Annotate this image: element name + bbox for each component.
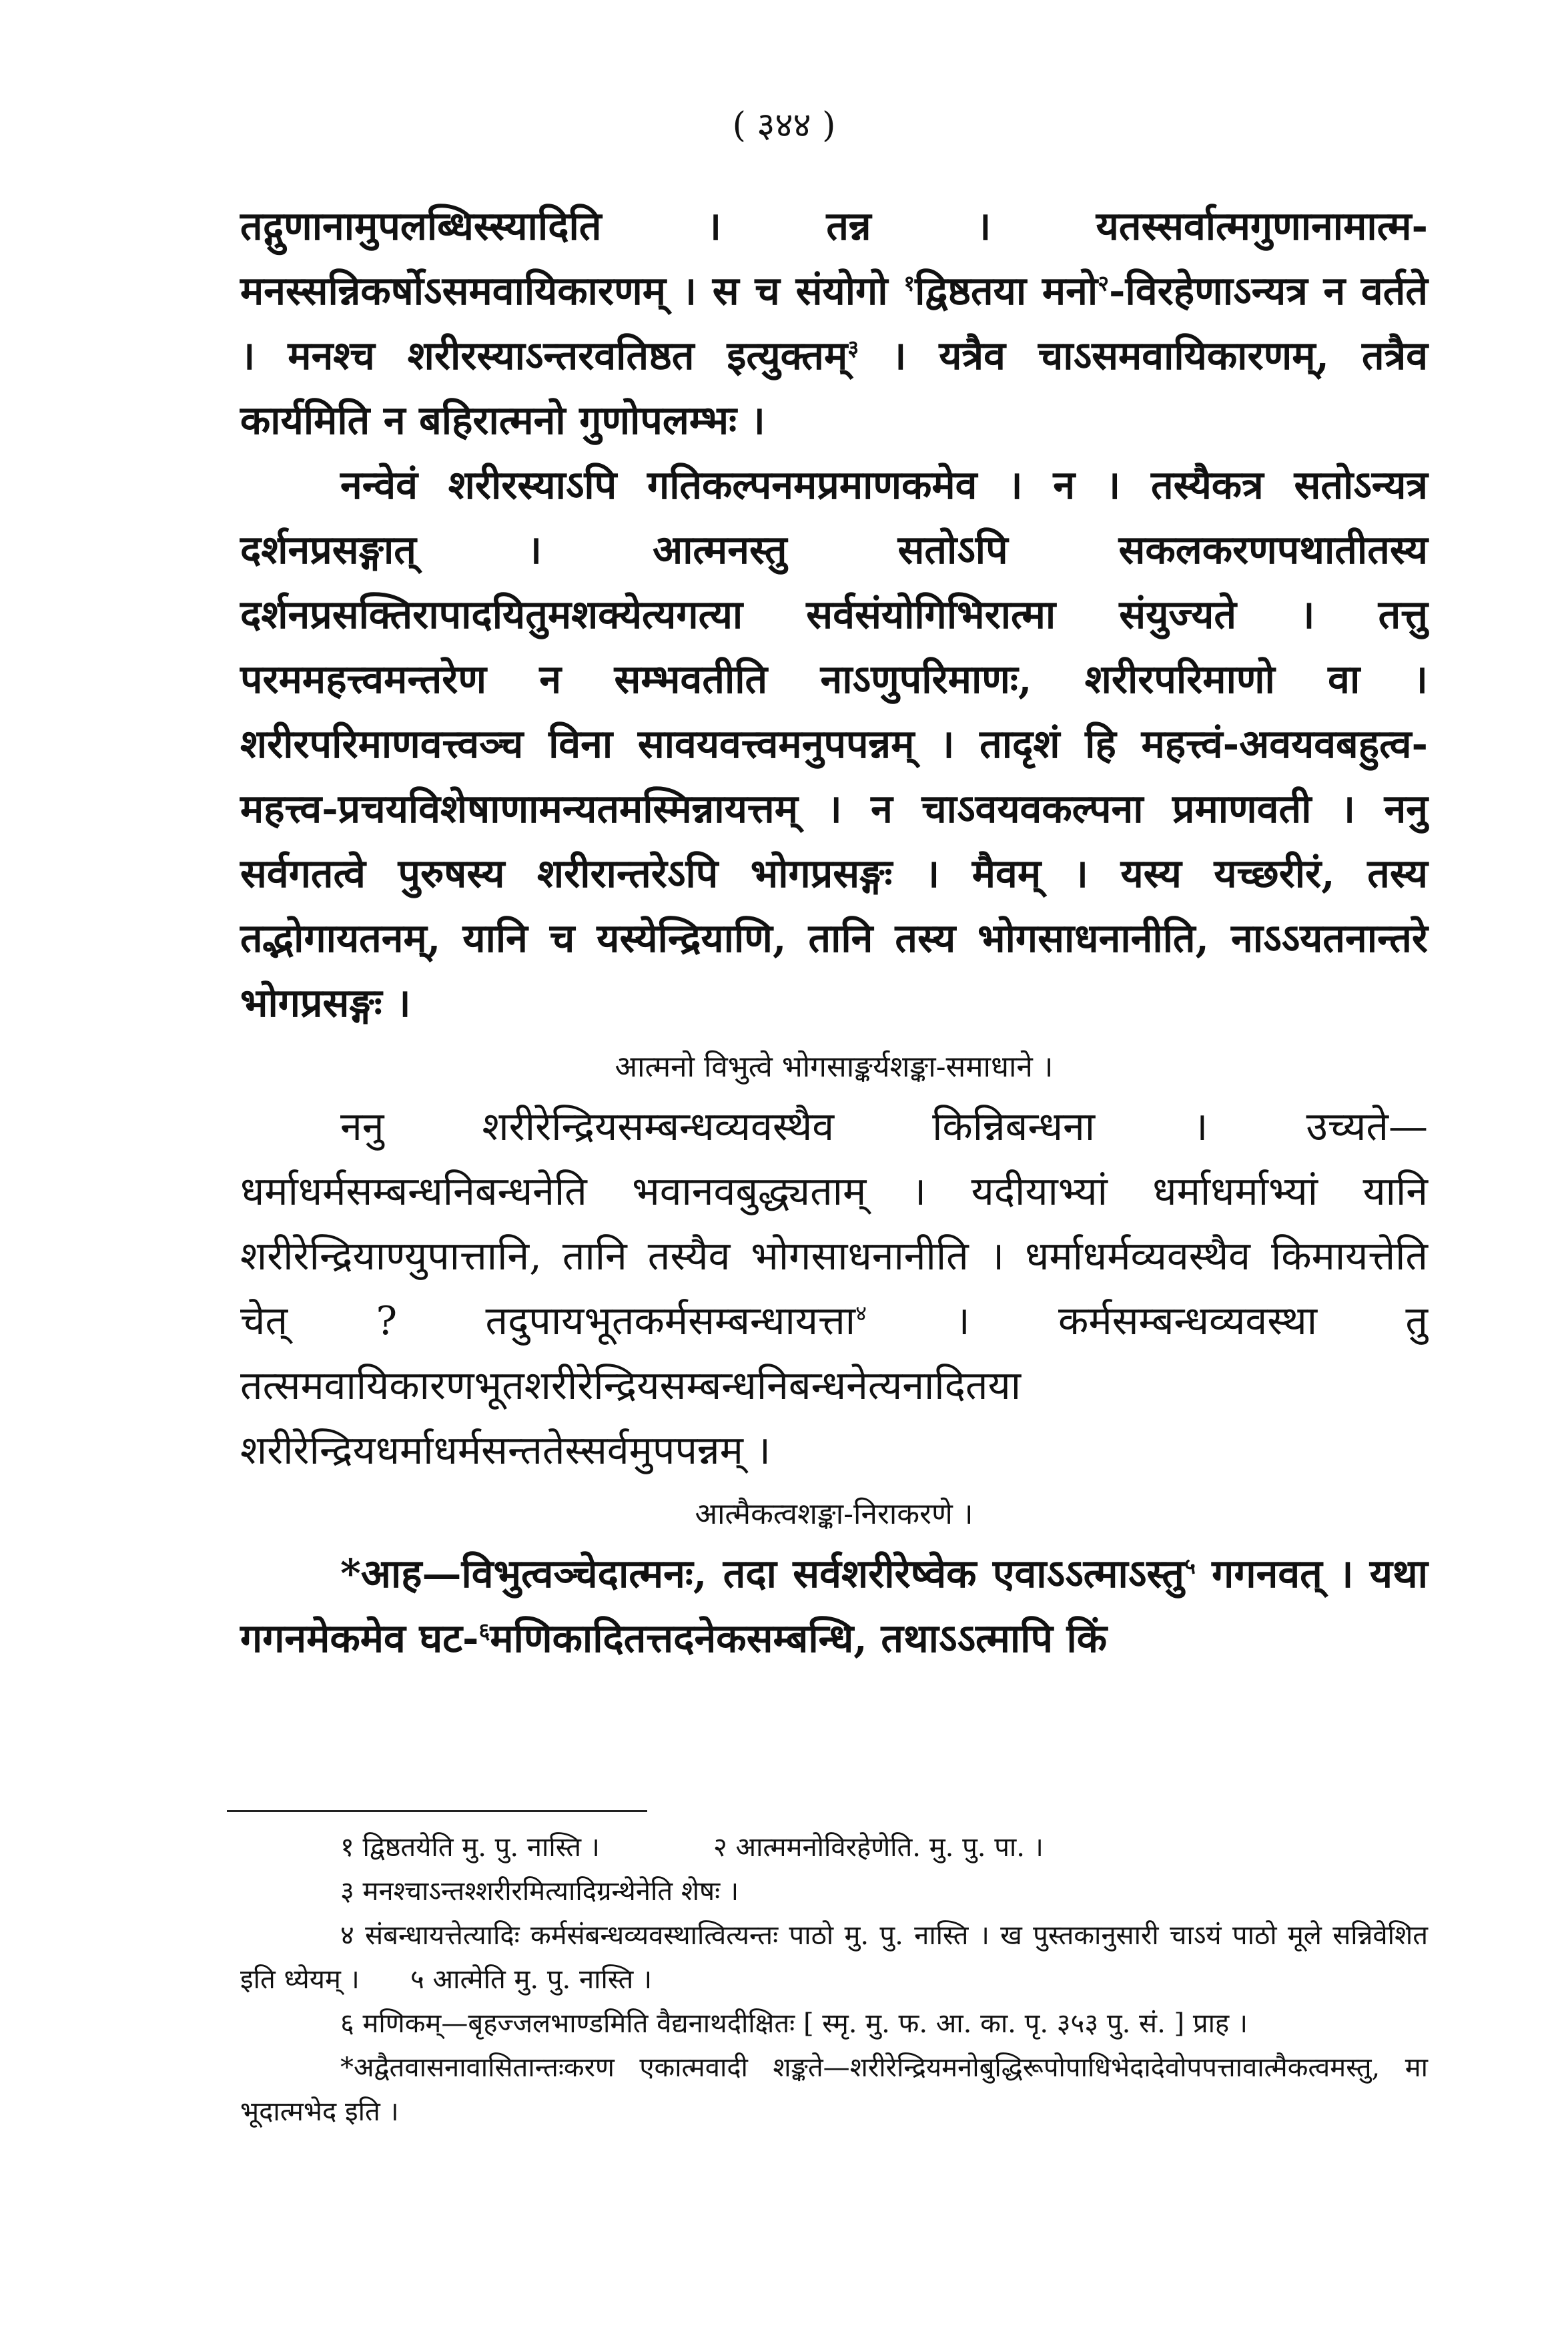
paragraph-4 (240, 1541, 1428, 1671)
paragraph-3 (240, 1094, 1428, 1482)
footnote-ref-6: ६ (478, 1618, 490, 1644)
footnote-2: २ आत्ममनोविरहेणेति. मु. पु. पा. । (713, 1832, 1044, 1863)
section-heading-2: आत्मैकत्वशङ्का-निराकरणे । (695, 1497, 973, 1531)
footnote-divider (227, 1810, 647, 1812)
footnote-star: *अद्वैतवासनावासितान्तःकरण एकात्मवादी शङ्कते—शरीरेन्द्रियमनोबुद्धिरूपोपाधिभेदादेवोपपत्तावात्मैकत्वमस्तु, मा भूदात्मभेद इति । (240, 2052, 1428, 2127)
footnotes (240, 1825, 1428, 2134)
footnote-ref-2: २ (1098, 270, 1110, 296)
footnote-4 (240, 1914, 1428, 2002)
section-heading-1: आत्मनो विभुत्वे भोगसाङ्कर्यशङ्का-समाधाने । (615, 1050, 1054, 1084)
footnote-ref-4: ४ (855, 1300, 867, 1326)
footnote-5: ५ आत्मेति मु. पु. नास्ति । (410, 1964, 653, 1995)
main-text (240, 194, 1428, 1671)
footnote-ref-3: ३ (847, 335, 859, 361)
paragraph-3-text-b: । कर्मसम्बन्धव्यवस्था तु तत्समवायिकारणभूतशरीरेन्द्रियसम्बन्धनिबन्धनेत्यनादितया शरीरेन्द्रियधर्माधर्मसन्ततेस्सर्वमुपपन्नम् । (240, 1297, 1428, 1473)
paragraph-1-text-c: -विरहेणाऽन्यत्र न वर्तते । मनश्च शरीरस्याऽन्तरवतिष्ठत इत्युक्तम् (240, 268, 1428, 378)
paragraph-1-text-b: द्विष्ठतया मनो (915, 268, 1098, 314)
footnote-ref-1: १ (903, 270, 915, 296)
paragraph-1-text-d: । यत्रैव चाऽसमवायिकारणम्, तत्रैव कार्यमिति न बहिरात्मनो गुणोपलम्भः । (240, 332, 1428, 443)
page-number: ( ३४४ ) (732, 105, 836, 145)
paragraph-1-text: तद्गुणानामुपलब्धिस्स्यादिति । तन्न । यतस्सर्वात्मगुणानामात्म-मनस्सन्निकर्षोऽसमवायिकारणम् । स च संयोगो (240, 203, 1428, 314)
paragraph-2: नन्वेवं शरीरस्याऽपि गतिकल्पनमप्रमाणकमेव । न । तस्यैकत्र सतोऽन्यत्र दर्शनप्रसङ्गात् । आत्मनस्तु सतोऽपि सकलकरणपथातीतस्य दर्शनप्रसक्तिरापादयितुमशक्येत्यगत्या सर्वसंयोगिभिरात्मा संयुज्यते । तत्तु परममहत्त्वमन्तरेण न सम्भवतीति नाऽणुपरिमाणः, शरीरपरिमाणो वा । शरीरपरिमाणवत्त्वञ्च विना सावयवत्त्वमनुपपन्नम् । तादृशं हि महत्त्वं-अवयवबहुत्व-महत्त्व-प्रचयविशेषाणामन्यतमस्मिन्नायत्तम् । न चाऽवयवकल्पना प्रमाणवती । ननु सर्वगतत्वे पुरुषस्य शरीरान्तरेऽपि भोगप्रसङ्गः । मैवम् । यस्य यच्छरीरं, तस्य तद्भोगायतनम्, यानि च यस्येन्द्रियाणि, तानि तस्य भोगसाधनानीति, नाऽऽयतनान्तरे भोगप्रसङ्गः । (240, 462, 1428, 1026)
footnote-3: ३ मनश्चाऽन्तश्शरीरमित्यादिग्रन्थेनेति शेषः । (340, 1876, 739, 1907)
footnote-1: १ द्विष्ठतयेति मु. पु. नास्ति । (340, 1832, 600, 1863)
paragraph-4-text-b: गगनवत् । यथा गगनमेकमेव घट- (240, 1550, 1428, 1661)
paragraph-1 (240, 194, 1428, 453)
footnote-6: ६ मणिकम्—बृहज्जलभाण्डमिति वैद्यनाथदीक्षितः [ स्मृ. मु. फ. आ. का. पृ. ३५३ पु. सं. ] प्राह । (340, 2008, 1248, 2039)
paragraph-4-text: *आह—विभुत्वञ्चेदात्मनः, तदा सर्वशरीरेष्वेक एवाऽऽत्माऽस्तु (340, 1550, 1184, 1596)
paragraph-3-text: ननु शरीरेन्द्रियसम्बन्धव्यवस्थैव किन्निबन्धना । उच्यते—धर्माधर्मसम्बन्धनिबन्धनेति भवानवबुद्ध्यताम् । यदीयाभ्यां धर्माधर्माभ्यां यानि शरीरेन्द्रियाण्युपात्तानि, तानि तस्यैव भोगसाधनानीति । धर्माधर्मव्यवस्थैव किमायत्तेति चेत् ? तदुपायभूतकर्मसम्बन्धायत्ता (240, 1103, 1428, 1344)
footnote-ref-5: ५ (1184, 1553, 1196, 1579)
footnote-4-text: ४ संबन्धायत्तेत्यादिः कर्मसंबन्धव्यवस्थात्वित्यन्तः पाठो मु. पु. नास्ति । ख पुस्तकानुसारी चाऽयं पाठो मूले सन्निवेशित इति ध्येयम् । (240, 1920, 1428, 1995)
paragraph-4-text-c: मणिकादितत्तदनेकसम्बन्धि, तथाऽऽत्मापि किं (490, 1615, 1108, 1661)
footnote-row-1 (240, 1825, 1428, 1869)
